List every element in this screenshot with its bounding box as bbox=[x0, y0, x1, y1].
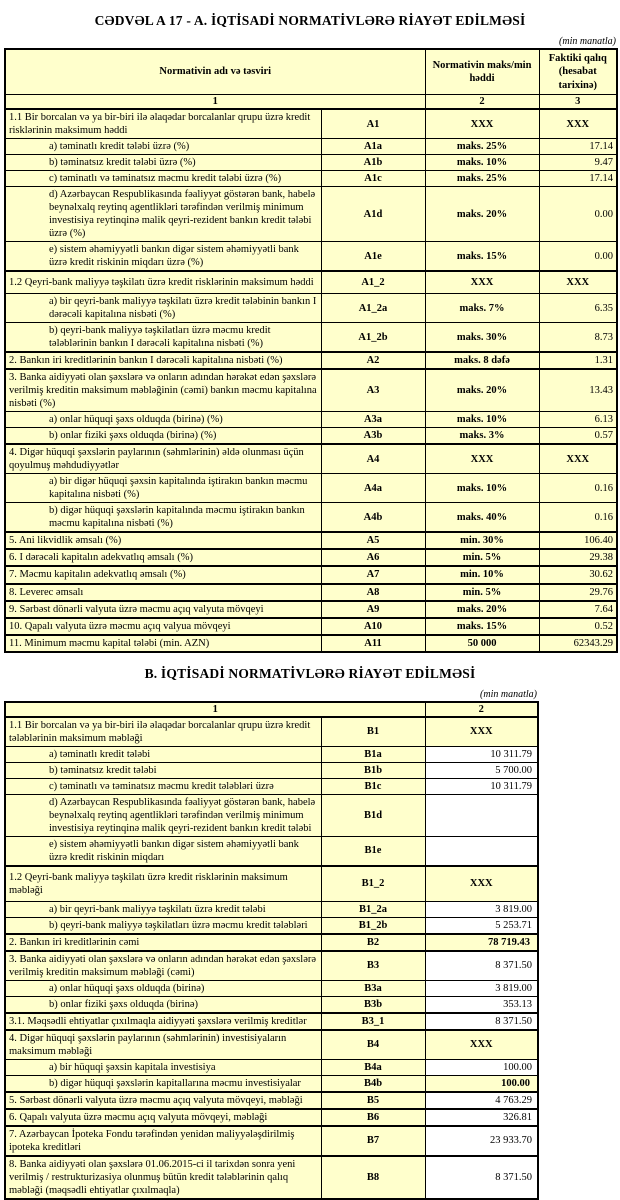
norm-limit-value: maks. 15% bbox=[425, 242, 539, 272]
norm-row-B3_1 bbox=[5, 1013, 538, 1030]
norm-amount-value: 3 819.00 bbox=[425, 901, 538, 917]
norm-label: 5. Sərbəst dönərli valyuta üzrə məcmu açıq valyuta mövqeyi, məbləği bbox=[5, 1092, 321, 1109]
norm-amount-value: 8 371.50 bbox=[425, 951, 538, 981]
norm-id: A9 bbox=[321, 601, 425, 618]
norm-id: B1_2a bbox=[321, 901, 425, 917]
norm-label: 3. Banka aidiyyəti olan şəxslərə və onların adından hərəkət edən şəxslərə verilmiş kreditin maksimum məbləğinin (cəmi) bankın məcmu kapitalına nisbəti (%) bbox=[5, 369, 321, 412]
norm-id: A4a bbox=[321, 474, 425, 503]
norm-row-A6 bbox=[5, 549, 617, 566]
norm-row-A11 bbox=[5, 635, 617, 652]
norm-label: 8. Banka aidiyyəti olan şəxslərə 01.06.2015-ci il tarixdən sonra yeni verilmiş / restrukturizasiya olunmuş bütün kredit tələblərinin qalıq məbləği (məqsədli ehtiyatlar çıxılmaqla) bbox=[5, 1156, 321, 1199]
norm-amount-value: 8 371.50 bbox=[425, 1013, 538, 1030]
norm-amount-value: 3 819.00 bbox=[425, 980, 538, 996]
norm-label: a) bir hüquqi şəxsin kapitala investisiya bbox=[5, 1059, 321, 1075]
norm-id: A5 bbox=[321, 532, 425, 549]
norm-label: 1.2 Qeyri-bank maliyyə təşkilatı üzrə kredit risklərinin maksimum həddi bbox=[5, 271, 321, 294]
norm-label: b) onlar fiziki şəxs olduqda (birinə) bbox=[5, 996, 321, 1013]
norm-row-B4 bbox=[5, 1030, 538, 1060]
page-title-b: B. İQTİSADİ NORMATİVLƏRƏ RİAYƏT EDİLMƏSİ bbox=[144, 665, 476, 681]
unit-note-a: (min manatla) bbox=[559, 36, 616, 47]
norm-id: A8 bbox=[321, 584, 425, 601]
norm-label: b) digər hüquqi şəxslərin kapitallarına məcmu investisiyalar bbox=[5, 1075, 321, 1092]
norm-id: B1_2 bbox=[321, 866, 425, 902]
norm-id: B4a bbox=[321, 1059, 425, 1075]
norm-actual-value: 30.62 bbox=[539, 566, 617, 583]
norm-row-B5 bbox=[5, 1092, 538, 1109]
norm-id: B8 bbox=[321, 1156, 425, 1199]
norm-id: A10 bbox=[321, 618, 425, 635]
norm-limit-value: maks. 20% bbox=[425, 601, 539, 618]
norm-actual-value: 13.43 bbox=[539, 369, 617, 412]
header-actual-balance: Faktiki qalıq (hesabat tarixinə) bbox=[539, 49, 617, 95]
norm-id: A3a bbox=[321, 412, 425, 428]
norm-amount-value: 5 253.71 bbox=[425, 917, 538, 934]
colnum-2: 2 bbox=[425, 95, 539, 110]
norm-amount-value: 78 719.43 bbox=[425, 934, 538, 951]
norm-actual-value: 6.35 bbox=[539, 294, 617, 323]
norm-limit-value: maks. 3% bbox=[425, 428, 539, 445]
norm-row-A3a bbox=[5, 412, 617, 428]
norm-actual-value: XXX bbox=[539, 444, 617, 474]
norm-id: B1c bbox=[321, 778, 425, 794]
norm-id: B1a bbox=[321, 746, 425, 762]
norm-row-A1b bbox=[5, 155, 617, 171]
header-norm-limit: Normativin maks/min həddi bbox=[425, 49, 539, 95]
norm-id: B6 bbox=[321, 1109, 425, 1126]
norm-id: B4b bbox=[321, 1075, 425, 1092]
document-page bbox=[0, 13, 620, 1200]
norm-amount-value bbox=[425, 836, 538, 866]
norm-row-A1 bbox=[5, 109, 617, 139]
norm-amount-value: 8 371.50 bbox=[425, 1156, 538, 1199]
norm-label: 1.1 Bir borcalan və ya bir-biri ilə əlaqədar borcalanlar qrupu üzrə kredit risklərinin maksimum həddi bbox=[5, 109, 321, 139]
norm-id: A1a bbox=[321, 139, 425, 155]
norm-limit-value: maks. 15% bbox=[425, 618, 539, 635]
norm-id: A1 bbox=[321, 109, 425, 139]
norm-label: e) sistem əhəmiyyətli bankın digər sistem əhəmiyyətli bank üzrə kredit riskinin miqdarı üzrə (%) bbox=[5, 242, 321, 272]
norm-id: B3 bbox=[321, 951, 425, 981]
norm-row-B6 bbox=[5, 1109, 538, 1126]
norm-id: A3 bbox=[321, 369, 425, 412]
norm-row-A3b bbox=[5, 428, 617, 445]
norm-row-B3b bbox=[5, 996, 538, 1013]
norm-label: b) təminatsız kredit tələbi üzrə (%) bbox=[5, 155, 321, 171]
norm-id: B7 bbox=[321, 1126, 425, 1156]
norm-actual-value: 9.47 bbox=[539, 155, 617, 171]
norm-actual-value: 0.16 bbox=[539, 474, 617, 503]
norm-id: B2 bbox=[321, 934, 425, 951]
norm-limit-value: min. 30% bbox=[425, 532, 539, 549]
norm-id: B1b bbox=[321, 762, 425, 778]
norm-row-A1d bbox=[5, 187, 617, 242]
page-title-a: CƏDVƏL A 17 - A. İQTİSADİ NORMATİVLƏRƏ RİAYƏT EDİLMƏSİ bbox=[94, 13, 526, 28]
norm-row-B2 bbox=[5, 934, 538, 951]
norm-label: a) təminatlı kredit tələbi bbox=[5, 746, 321, 762]
norm-actual-value: 0.52 bbox=[539, 618, 617, 635]
norm-row-A1_2a bbox=[5, 294, 617, 323]
norm-label: 11. Minimum məcmu kapital tələbi (min. AZN) bbox=[5, 635, 321, 652]
norm-limit-value: min. 5% bbox=[425, 584, 539, 601]
norm-row-A1_2b bbox=[5, 323, 617, 353]
norm-actual-value: 29.38 bbox=[539, 549, 617, 566]
norm-id: A1c bbox=[321, 171, 425, 187]
norm-label: c) təminatlı və təminatsız məcmu kredit tələbi üzrə (%) bbox=[5, 171, 321, 187]
norm-id: B3_1 bbox=[321, 1013, 425, 1030]
norm-limit-value: maks. 7% bbox=[425, 294, 539, 323]
norm-label: a) bir qeyri-bank maliyyə təşkilatı üzrə kredit tələbinin bankın I dərəcəli kapitalına nisbəti (%) bbox=[5, 294, 321, 323]
norm-amount-value: 326.81 bbox=[425, 1109, 538, 1126]
norm-row-B7 bbox=[5, 1126, 538, 1156]
norm-label: a) bir qeyri-bank maliyyə təşkilatı üzrə kredit tələbi bbox=[5, 901, 321, 917]
norm-limit-value: maks. 25% bbox=[425, 139, 539, 155]
norm-amount-value: 100.00 bbox=[425, 1075, 538, 1092]
norm-id: A11 bbox=[321, 635, 425, 652]
norm-label: 2. Bankın iri kreditlərinin cəmi bbox=[5, 934, 321, 951]
colnum-3: 3 bbox=[539, 95, 617, 110]
norm-label: 10. Qapalı valyuta üzrə məcmu açıq valyua mövqeyi bbox=[5, 618, 321, 635]
norm-row-B4a bbox=[5, 1059, 538, 1075]
norm-id: A4 bbox=[321, 444, 425, 474]
norm-label: e) sistem əhəmiyyətli bankın digər sistem əhəmiyyətli bank üzrə kredit riskinin miqdarı bbox=[5, 836, 321, 866]
norm-actual-value: 8.73 bbox=[539, 323, 617, 353]
norm-row-A4b bbox=[5, 503, 617, 533]
norm-label: 7. Azərbaycan İpoteka Fondu tərəfindən yenidən maliyyələşdirilmiş ipoteka kreditləri bbox=[5, 1126, 321, 1156]
norm-row-A1_2 bbox=[5, 271, 617, 294]
norm-label: 8. Leverec əmsalı bbox=[5, 584, 321, 601]
norm-amount-value: 10 311.79 bbox=[425, 778, 538, 794]
norm-label: 6. I dərəcəli kapitalın adekvatlıq əmsalı (%) bbox=[5, 549, 321, 566]
norm-actual-value: 7.64 bbox=[539, 601, 617, 618]
norm-row-B8 bbox=[5, 1156, 538, 1199]
norm-label: 7. Məcmu kapitalın adekvatlıq əmsalı (%) bbox=[5, 566, 321, 583]
norm-label: d) Azərbaycan Respublikasında fəaliyyət göstərən bank, habelə beynəlxalq reytinq agentlikləri tərəfindən verilmiş minimum investisiya reytinqinə malik qeyri-rezident bankın kredit tələbi bbox=[5, 794, 321, 836]
norm-row-A5 bbox=[5, 532, 617, 549]
norm-row-A3 bbox=[5, 369, 617, 412]
norm-limit-value: maks. 10% bbox=[425, 474, 539, 503]
norm-limit-value: maks. 20% bbox=[425, 369, 539, 412]
norm-row-B1a bbox=[5, 746, 538, 762]
norm-id: A6 bbox=[321, 549, 425, 566]
norm-amount-value: 23 933.70 bbox=[425, 1126, 538, 1156]
norm-row-B3a bbox=[5, 980, 538, 996]
norm-row-B1_2a bbox=[5, 901, 538, 917]
norm-row-A1a bbox=[5, 139, 617, 155]
norm-id: B1_2b bbox=[321, 917, 425, 934]
norm-id: A7 bbox=[321, 566, 425, 583]
norm-amount-value: 4 763.29 bbox=[425, 1092, 538, 1109]
norm-limit-value: XXX bbox=[425, 109, 539, 139]
norm-actual-value: XXX bbox=[539, 271, 617, 294]
norm-id: A1e bbox=[321, 242, 425, 272]
colnum-1: 1 bbox=[5, 702, 425, 717]
norm-label: b) təminatsız kredit tələbi bbox=[5, 762, 321, 778]
table-a-normatives bbox=[4, 48, 618, 653]
norm-amount-value: 10 311.79 bbox=[425, 746, 538, 762]
norm-limit-value: min. 10% bbox=[425, 566, 539, 583]
norm-amount-value: 5 700.00 bbox=[425, 762, 538, 778]
norm-label: b) qeyri-bank maliyyə təşkilatları üzrə məcmu kredit tələbləri bbox=[5, 917, 321, 934]
norm-row-B1 bbox=[5, 717, 538, 747]
norm-row-A2 bbox=[5, 352, 617, 369]
norm-amount-value: XXX bbox=[425, 717, 538, 747]
norm-limit-value: 50 000 bbox=[425, 635, 539, 652]
norm-limit-value: XXX bbox=[425, 444, 539, 474]
norm-actual-value: 1.31 bbox=[539, 352, 617, 369]
norm-row-B1d bbox=[5, 794, 538, 836]
norm-amount-value bbox=[425, 794, 538, 836]
norm-label: 1.1 Bir borcalan və ya bir-biri ilə əlaqədar borcalanlar qrupu üzrə kredit tələblərinin maksimum məbləği bbox=[5, 717, 321, 747]
norm-actual-value: 62343.29 bbox=[539, 635, 617, 652]
norm-label: b) qeyri-bank maliyyə təşkilatları üzrə məcmu kredit tələblərinin bankın I dərəcəli kapitalına nisbəti (%) bbox=[5, 323, 321, 353]
norm-amount-value: 100.00 bbox=[425, 1059, 538, 1075]
norm-label: 3.1. Məqsədli ehtiyatlar çıxılmaqla aidiyyəti şəxslərə verilmiş kreditlər bbox=[5, 1013, 321, 1030]
norm-row-B1e bbox=[5, 836, 538, 866]
norm-actual-value: 106.40 bbox=[539, 532, 617, 549]
norm-amount-value: 353.13 bbox=[425, 996, 538, 1013]
norm-row-B3 bbox=[5, 951, 538, 981]
norm-limit-value: maks. 10% bbox=[425, 155, 539, 171]
norm-actual-value: 0.57 bbox=[539, 428, 617, 445]
norm-label: a) onlar hüquqi şəxs olduqda (birinə) bbox=[5, 980, 321, 996]
norm-id: B5 bbox=[321, 1092, 425, 1109]
norm-actual-value: 29.76 bbox=[539, 584, 617, 601]
norm-label: b) onlar fiziki şəxs olduqda (birinə) (%) bbox=[5, 428, 321, 445]
norm-limit-value: maks. 30% bbox=[425, 323, 539, 353]
norm-actual-value: 0.16 bbox=[539, 503, 617, 533]
norm-limit-value: min. 5% bbox=[425, 549, 539, 566]
norm-label: 3. Banka aidiyyəti olan şəxslərə və onların adından hərəkət edən şəxslərə verilmiş kreditin maksimum məbləği (cəmi) bbox=[5, 951, 321, 981]
norm-id: A3b bbox=[321, 428, 425, 445]
unit-note-b: (min manatla) bbox=[480, 688, 537, 700]
norm-actual-value: XXX bbox=[539, 109, 617, 139]
norm-row-A9 bbox=[5, 601, 617, 618]
norm-row-A7 bbox=[5, 566, 617, 583]
table-a-column-numbers-row bbox=[5, 95, 617, 110]
norm-row-B1_2 bbox=[5, 866, 538, 902]
colnum-2: 2 bbox=[425, 702, 538, 717]
norm-label: c) təminatlı və təminatsız məcmu kredit tələbləri üzrə bbox=[5, 778, 321, 794]
table-a-header-row bbox=[5, 49, 617, 95]
norm-limit-value: maks. 20% bbox=[425, 187, 539, 242]
norm-label: d) Azərbaycan Respublikasında fəaliyyət göstərən bank, habelə beynəlxalq reytinq agentlikləri tərəfindən verilmiş minimum investisiya reytinqinə malik qeyri-rezident bankın kredit tələbi üzrə (%) bbox=[5, 187, 321, 242]
norm-id: A1_2a bbox=[321, 294, 425, 323]
norm-label: 4. Digər hüquqi şəxslərin paylarının (səhmlərinin) əldə olunması üçün qoyulmuş məhdudiyyətlər bbox=[5, 444, 321, 474]
norm-label: 4. Digər hüquqi şəxslərin paylarının (səhmlərinin) investisiyaların maksimum məbləği bbox=[5, 1030, 321, 1060]
norm-row-B1b bbox=[5, 762, 538, 778]
norm-row-A4 bbox=[5, 444, 617, 474]
norm-id: A4b bbox=[321, 503, 425, 533]
norm-actual-value: 17.14 bbox=[539, 139, 617, 155]
norm-row-A10 bbox=[5, 618, 617, 635]
norm-row-B1_2b bbox=[5, 917, 538, 934]
norm-id: A1_2 bbox=[321, 271, 425, 294]
norm-id: B1d bbox=[321, 794, 425, 836]
norm-limit-value: XXX bbox=[425, 271, 539, 294]
norm-id: A1b bbox=[321, 155, 425, 171]
norm-label: 9. Sərbəst dönərli valyuta üzrə məcmu açıq valyuta mövqeyi bbox=[5, 601, 321, 618]
norm-label: a) onlar hüquqi şəxs olduqda (birinə) (%) bbox=[5, 412, 321, 428]
norm-row-A1c bbox=[5, 171, 617, 187]
norm-id: B1e bbox=[321, 836, 425, 866]
norm-actual-value: 17.14 bbox=[539, 171, 617, 187]
norm-id: B3a bbox=[321, 980, 425, 996]
norm-actual-value: 0.00 bbox=[539, 242, 617, 272]
norm-row-A8 bbox=[5, 584, 617, 601]
norm-id: A1d bbox=[321, 187, 425, 242]
norm-id: A1_2b bbox=[321, 323, 425, 353]
norm-row-B1c bbox=[5, 778, 538, 794]
norm-row-B4b bbox=[5, 1075, 538, 1092]
norm-limit-value: maks. 8 dəfə bbox=[425, 352, 539, 369]
norm-label: 5. Ani likvidlik əmsalı (%) bbox=[5, 532, 321, 549]
norm-limit-value: maks. 25% bbox=[425, 171, 539, 187]
norm-row-A1e bbox=[5, 242, 617, 272]
norm-label: 2. Bankın iri kreditlərinin bankın I dərəcəli kapitalına nisbəti (%) bbox=[5, 352, 321, 369]
norm-id: A2 bbox=[321, 352, 425, 369]
norm-id: B1 bbox=[321, 717, 425, 747]
norm-actual-value: 0.00 bbox=[539, 187, 617, 242]
norm-label: a) bir digər hüquqi şəxsin kapitalında iştirakın bankın məcmu kapitalına nisbəti (%) bbox=[5, 474, 321, 503]
norm-label: b) digər hüquqi şəxslərin kapitalında məcmu iştirakın bankın məcmu kapitalına nisbəti (%) bbox=[5, 503, 321, 533]
norm-label: 6. Qapalı valyuta üzrə məcmu açıq valyuta mövqeyi, məbləği bbox=[5, 1109, 321, 1126]
norm-label: a) təminatlı kredit tələbi üzrə (%) bbox=[5, 139, 321, 155]
norm-row-A4a bbox=[5, 474, 617, 503]
norm-amount-value: XXX bbox=[425, 866, 538, 902]
norm-id: B3b bbox=[321, 996, 425, 1013]
table-b-column-numbers-row bbox=[5, 702, 538, 717]
colnum-1: 1 bbox=[5, 95, 425, 110]
norm-id: B4 bbox=[321, 1030, 425, 1060]
norm-actual-value: 6.13 bbox=[539, 412, 617, 428]
norm-amount-value: XXX bbox=[425, 1030, 538, 1060]
norm-label: 1.2 Qeyri-bank maliyyə təşkilatı üzrə kredit risklərinin maksimum məbləği bbox=[5, 866, 321, 902]
header-norm-name: Normativin adı və təsviri bbox=[5, 49, 425, 95]
norm-limit-value: maks. 10% bbox=[425, 412, 539, 428]
norm-limit-value: maks. 40% bbox=[425, 503, 539, 533]
table-b-normatives bbox=[4, 701, 539, 1200]
